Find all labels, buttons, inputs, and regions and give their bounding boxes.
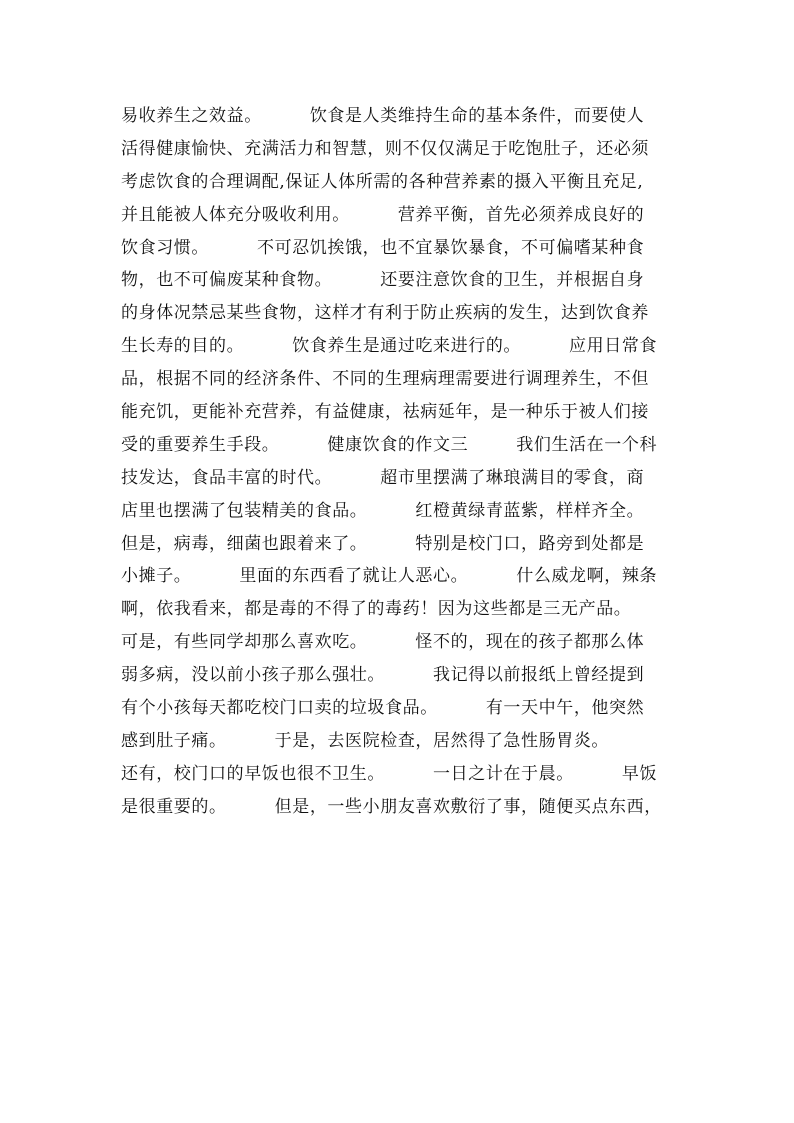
text-line: 能充饥，更能补充营养，有益健康，祛病延年，是一种乐于被人们接 <box>121 402 649 423</box>
text-line: 是很重要的。 但是，一些小朋友喜欢敷衍了事，随便买点东西， <box>121 796 662 817</box>
text-line: 有个小孩每天都吃校门口卖的垃圾食品。 有一天中午，他突然 <box>121 698 645 719</box>
text-line: 的身体况禁忌某些食物，这样才有利于防止疾病的发生，达到饮食养 <box>121 303 649 324</box>
text-line: 店里也摆满了包装精美的食品。 红橙黄绿青蓝紫，样样齐全。 <box>121 500 645 521</box>
text-line: 物，也不可偏废某种食物。 还要注意饮食的卫生，并根据自身 <box>121 270 645 291</box>
text-line: 品，根据不同的经济条件、不同的生理病理需要进行调理养生，不但 <box>121 369 649 390</box>
text-line: 技发达，食品丰富的时代。 超市里摆满了琳琅满目的零食，商 <box>121 467 645 488</box>
text-line: 还有，校门口的早饭也很不卫生。 一日之计在于晨。 早饭 <box>121 763 658 784</box>
text-line: 啊，依我看来，都是毒的不得了的毒药！因为这些都是三无产品。 <box>121 599 632 620</box>
text-line: 受的重要养生手段。 健康饮食的作文三 我们生活在一个科 <box>121 434 658 455</box>
text-line: 生长寿的目的。 饮食养生是通过吃来进行的。 应用日常食 <box>121 336 658 357</box>
text-line: 考虑饮食的合理调配,保证人体所需的各种营养素的摄入平衡且充足, <box>121 171 644 192</box>
text-line: 易收养生之效益。 饮食是人类维持生命的基本条件，而要使人 <box>121 106 645 126</box>
text-line: 但是，病毒，细菌也跟着来了。 特别是校门口，路旁到处都是 <box>121 533 645 554</box>
text-line: 可是，有些同学却那么喜欢吃。 怪不的，现在的孩子都那么体 <box>121 632 645 653</box>
text-line: 感到肚子痛。 于是，去医院检查，居然得了急性肠胃炎。 <box>121 730 610 751</box>
body-text <box>121 100 701 824</box>
text-line: 并且能被人体充分吸收利用。 营养平衡，首先必须养成良好的 <box>121 204 645 225</box>
text-line: 小摊子。 里面的东西看了就让人恶心。 什么威龙啊，辣条 <box>121 566 658 587</box>
text-line: 活得健康愉快、充满活力和智慧，则不仅仅满足于吃饱肚子，还必须 <box>121 138 649 159</box>
text-line: 弱多病，没以前小孩子那么强壮。 我记得以前报纸上曾经提到 <box>121 665 645 686</box>
text-line: 饮食习惯。 不可忍饥挨饿，也不宜暴饮暴食，不可偏嗜某种食 <box>121 237 645 258</box>
